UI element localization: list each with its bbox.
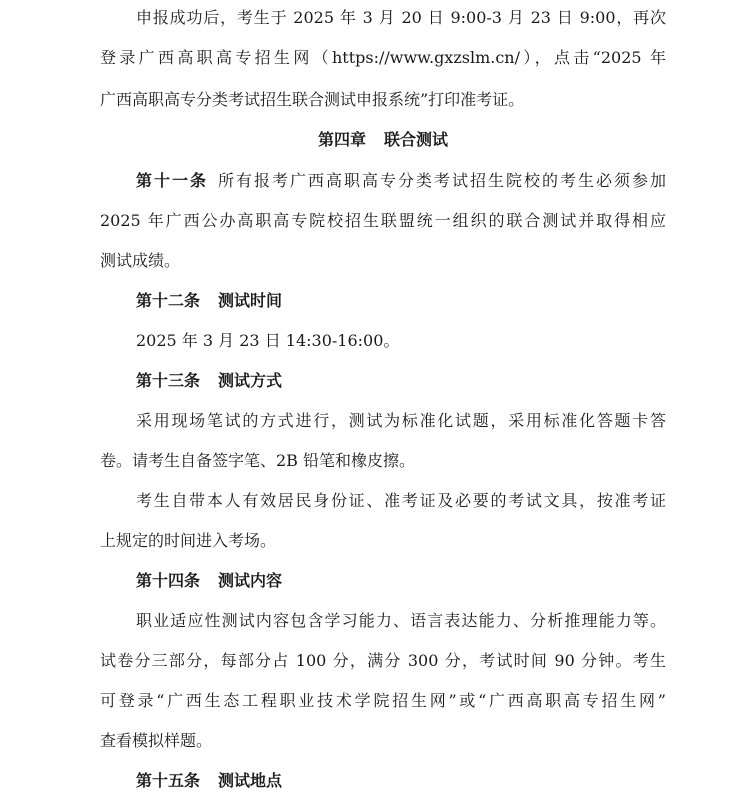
article-label: 第十四条: [136, 571, 201, 590]
paragraph-line: 采用现场笔试的方式进行，测试为标准化试题，采用标准化答题卡答: [136, 411, 666, 430]
paragraph-line: 登录广西高职高专招生网（https://www.gxzslm.cn/），点击“2025 年: [100, 48, 666, 67]
article-14-heading: [100, 571, 666, 591]
paragraph-line: 申报成功后，考生于 2025 年 3 月 20 日 9:00-3 月 23 日 9:00，再次: [136, 8, 666, 27]
paragraph-line: 可登录“广西生态工程职业技术学院招生网”或“广西高职高专招生网”: [100, 691, 666, 710]
paragraph-line: 查看模拟样题。: [100, 731, 213, 750]
article-label: 第十二条: [136, 291, 201, 310]
paragraph-line: 卷。请考生自备签字笔、2B 铅笔和橡皮擦。: [100, 451, 416, 470]
article-15-heading: [100, 771, 666, 791]
chapter-heading: [100, 130, 666, 150]
article-12-heading: [100, 291, 666, 311]
paragraph-line: 2025 年广西公办高职高专院校招生联盟统一组织的联合测试并取得相应: [100, 211, 666, 230]
paragraph-line: 广西高职高专分类考试招生联合测试申报系统”打印准考证。: [100, 90, 525, 109]
paragraph-line: 试卷分三部分，每部分占 100 分，满分 300 分，考试时间 90 分钟。考生: [100, 651, 666, 670]
article-13-heading: [100, 371, 666, 391]
paragraph-line: 测试成绩。: [100, 251, 181, 270]
article-label: 第十五条: [136, 771, 201, 790]
paragraph-line: 职业适应性测试内容包含学习能力、语言表达能力、分析推理能力等。: [136, 611, 666, 630]
article-label: 第十三条: [136, 371, 201, 390]
article-text: 所有报考广西高职高专分类考试招生院校的考生必须参加: [216, 171, 666, 190]
paragraph-line: 2025 年 3 月 23 日 14:30-16:00。: [136, 331, 400, 350]
article-title: 测试时间: [218, 291, 283, 310]
article-title: 测试内容: [218, 571, 283, 590]
article-title: 测试地点: [218, 771, 283, 790]
article-label: 第十一条: [136, 171, 208, 190]
article-title: 测试方式: [218, 371, 283, 390]
paragraph-line: 上规定的时间进入考场。: [100, 531, 277, 550]
article-11-line: [100, 171, 666, 191]
chapter-name: 联合测试: [384, 130, 449, 149]
paragraph-line: 考生自带本人有效居民身份证、准考证及必要的考试文具，按准考证: [136, 491, 666, 510]
chapter-number: 第四章: [317, 130, 366, 149]
